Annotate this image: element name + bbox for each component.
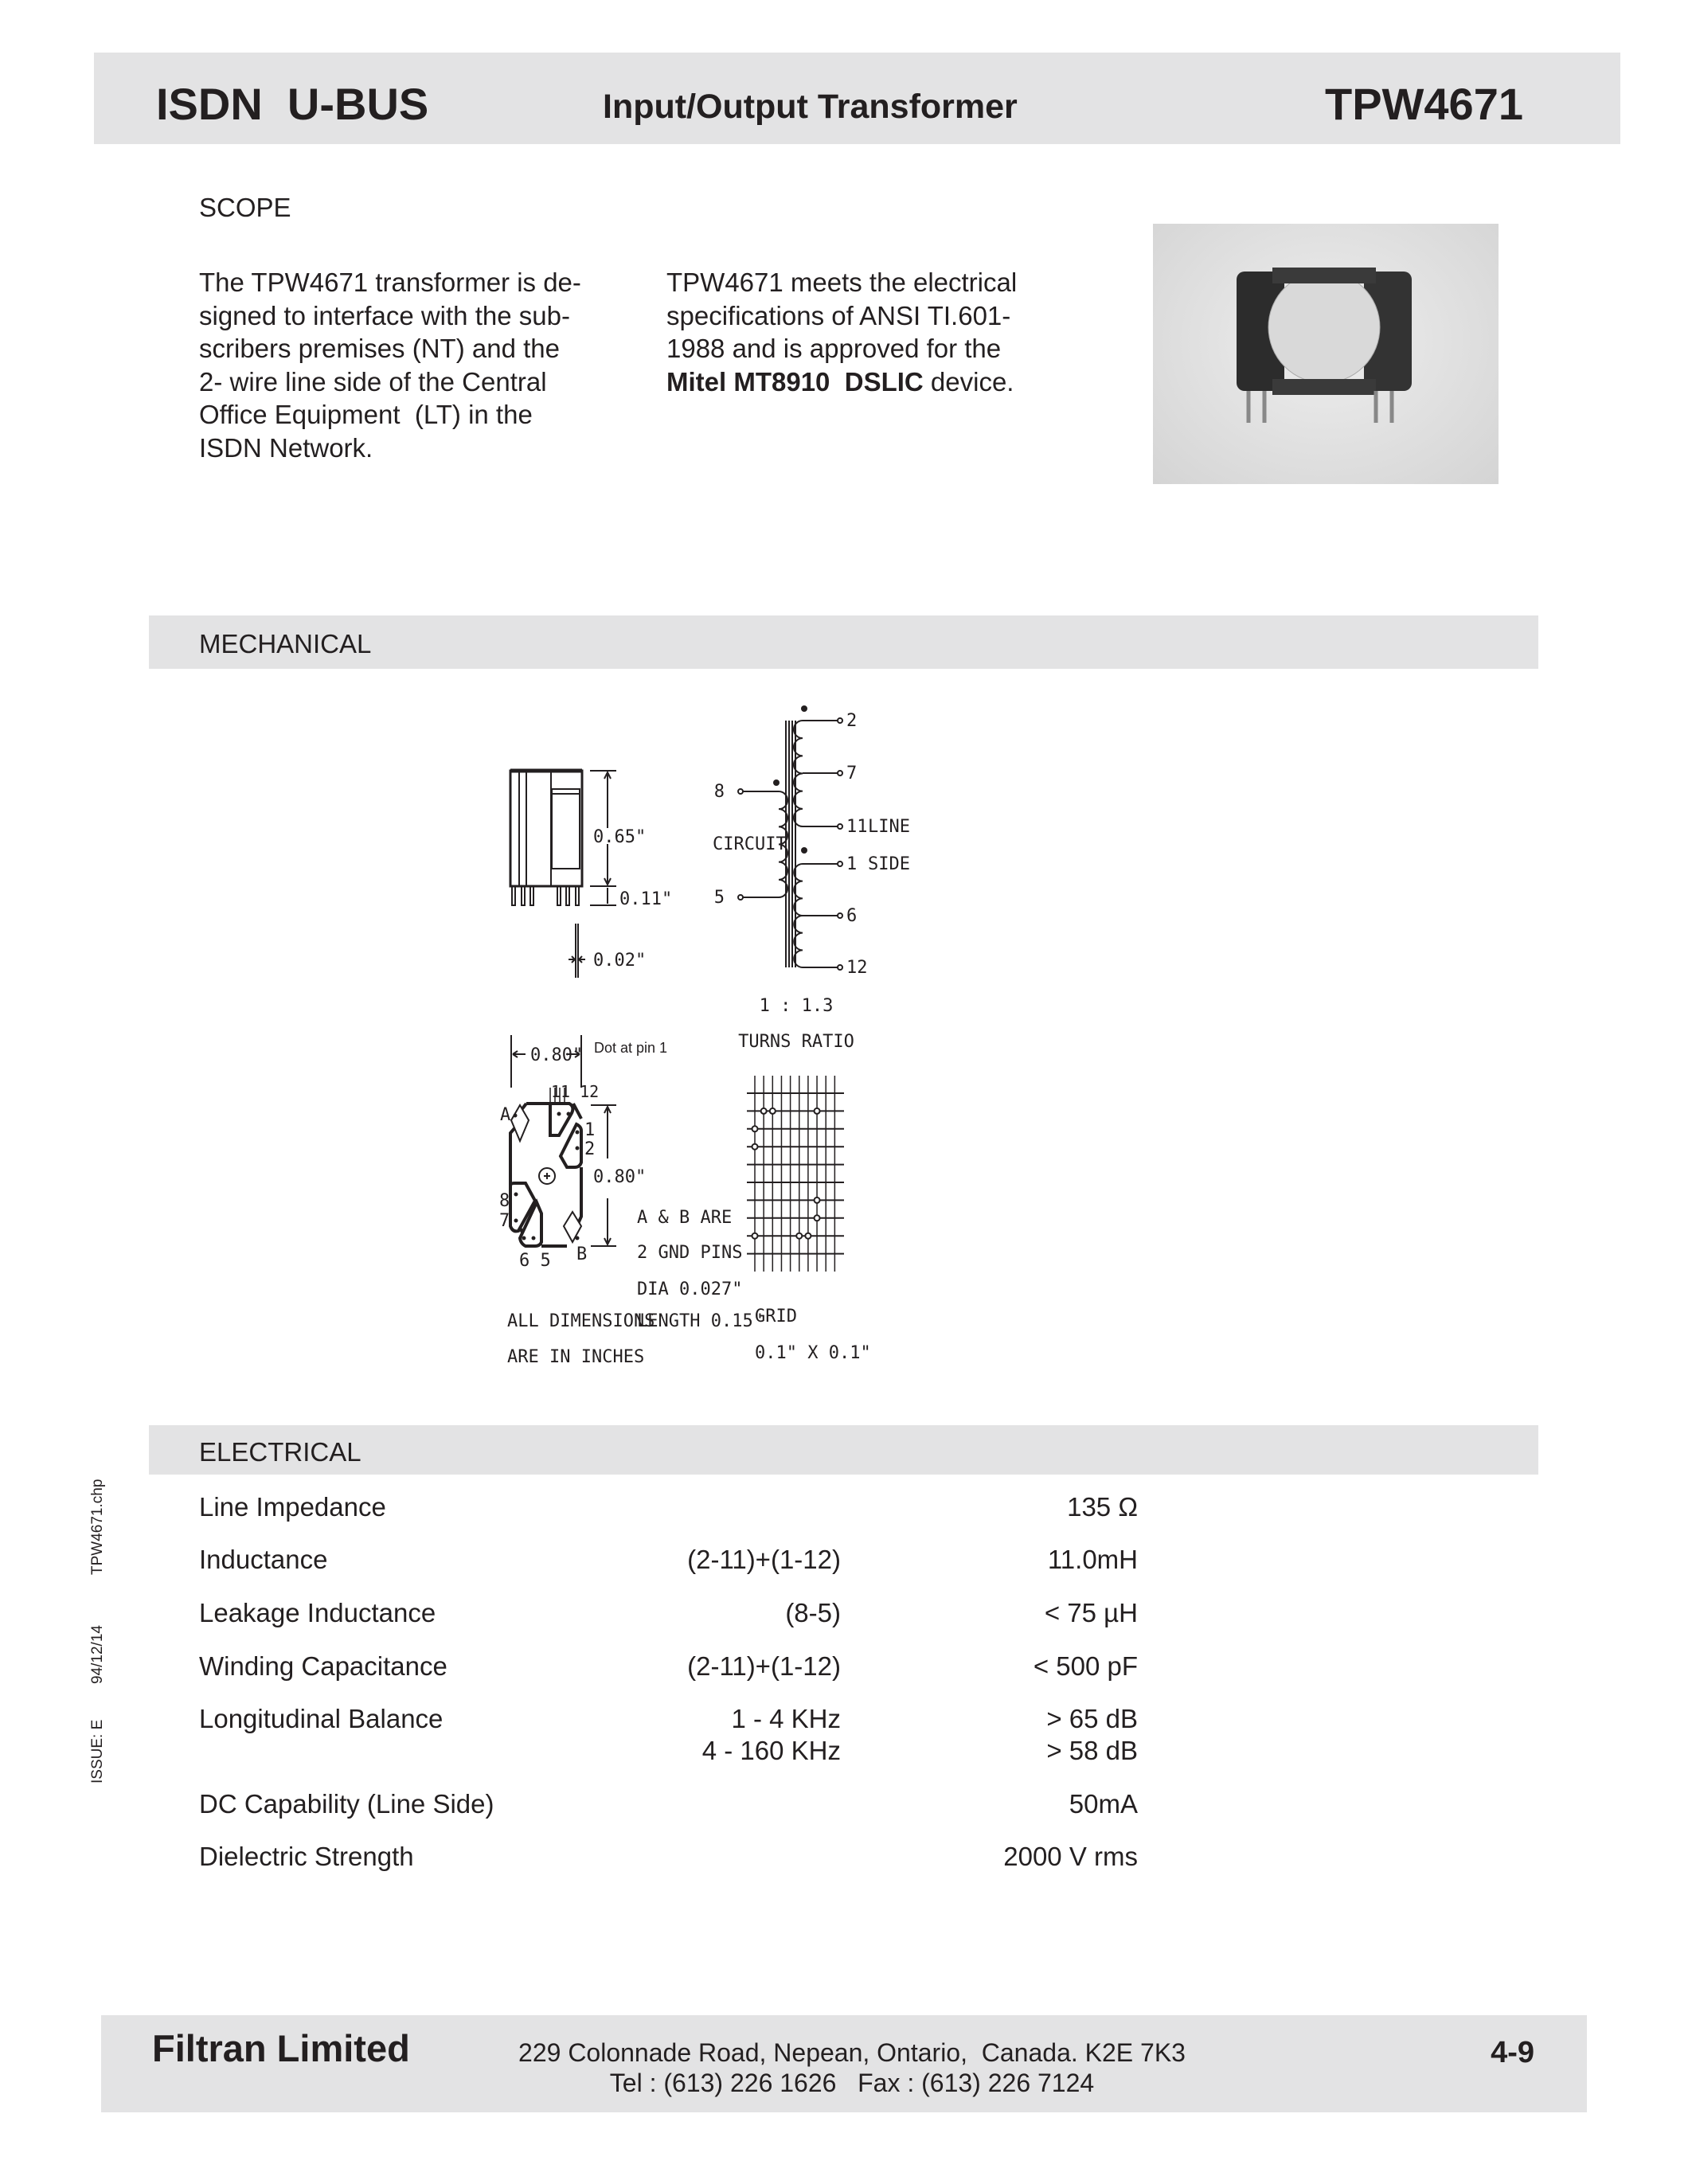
spec-value: 2000 V rms (1003, 1842, 1138, 1871)
circuit-pin-5: 5 (713, 888, 725, 908)
terminal-icon (838, 965, 842, 970)
company-phone: Tel : (613) 226 1626 Fax : (613) 226 7124 (609, 2069, 1095, 2097)
pin (576, 886, 579, 905)
product-family-title: ISDN U-BUS (156, 79, 429, 129)
dot-note: Dot at pin 1 (594, 1040, 668, 1056)
company-address: 229 Colonnade Road, Nepean, Ontario, Canada. K2E 7K3 (518, 2038, 1186, 2067)
spec-value: < 75 µH (1044, 1598, 1138, 1627)
line-pin-2: 2 (846, 711, 858, 731)
line-pin-1: 1 (846, 854, 858, 874)
pin-hole-icon (815, 1108, 820, 1114)
spec-label: Longitudinal Balance (199, 1704, 444, 1733)
text-line: specifications of ANSI TI.601- (666, 300, 1011, 330)
bottom-view (510, 1035, 616, 1246)
pin-hole-icon (815, 1197, 820, 1203)
pin-hole-icon (761, 1108, 767, 1114)
grid-pitch-label: 0.1" X 0.1" (755, 1343, 871, 1363)
dim-depth-label: 0.80" (593, 1167, 647, 1187)
pin-hole-icon (796, 1233, 802, 1239)
gnd-note-line: DIA 0.027" (637, 1280, 743, 1299)
spec-row (199, 1545, 1155, 1576)
spec-condition: 4 - 160 KHz (701, 1736, 841, 1765)
terminal-icon (838, 861, 842, 866)
pin-label-a: A (500, 1105, 511, 1125)
pin (522, 886, 525, 905)
grid-label: GRID (755, 1307, 797, 1326)
pin-hole-icon (805, 1233, 811, 1239)
spec-label: Dielectric Strength (199, 1842, 414, 1871)
spec-row (199, 1736, 1155, 1768)
terminal-icon (838, 771, 842, 776)
product-description: Input/Output Transformer (603, 88, 1018, 126)
terminal-icon (838, 718, 842, 723)
gnd-note-line: 2 GND PINS (637, 1243, 743, 1263)
units-note-line: ALL DIMENSIONS (507, 1311, 655, 1331)
dim-pin-width-label: 0.02" (593, 951, 647, 971)
page-number: 4-9 (1491, 2036, 1534, 2069)
spec-label: Inductance (199, 1545, 328, 1574)
pin-hole-icon (770, 1108, 776, 1114)
text-line: scribers premises (NT) and the (199, 334, 560, 363)
pin (530, 886, 533, 905)
text-line: ISDN Network. (199, 432, 373, 463)
side-view (510, 771, 616, 978)
pin-label-7: 7 (499, 1211, 510, 1231)
company-name: Filtran Limited (152, 2027, 410, 2069)
line-label: LINE (868, 817, 910, 837)
line-pin-6: 6 (846, 906, 858, 926)
spec-value: 135 Ω (1067, 1492, 1138, 1522)
transformer-image (1153, 224, 1499, 484)
pin (566, 886, 569, 905)
spec-label: Leakage Inductance (199, 1598, 436, 1627)
terminal-icon (738, 895, 743, 900)
text-line: 2- wire line side of the Central (199, 366, 547, 397)
line-pin-12: 12 (846, 958, 868, 978)
terminal-icon (838, 824, 842, 829)
spec-row (199, 1789, 1155, 1821)
approved-device: Mitel MT8910 DSLIC (666, 366, 924, 397)
pin-hole-icon (815, 1215, 820, 1221)
spec-condition: (2-11)+(1-12) (687, 1651, 841, 1681)
circuit-label: CIRCUIT (713, 834, 787, 854)
scope-heading: SCOPE (199, 193, 291, 222)
dim-pin-label: 0.11" (619, 889, 673, 909)
text-line: Office Equipment (LT) in the (199, 400, 533, 429)
turns-ratio-label: TURNS RATIO (738, 1032, 854, 1052)
line-pin-7: 7 (846, 764, 858, 783)
spec-row (199, 1842, 1155, 1873)
part-number: TPW4671 (1325, 79, 1523, 129)
units-note-line: ARE IN INCHES (507, 1347, 645, 1367)
spec-row (199, 1704, 1155, 1736)
spec-value: < 500 pF (1033, 1651, 1138, 1681)
dim-height-label: 0.65" (593, 827, 647, 847)
pin (557, 886, 561, 905)
text-line: signed to interface with the sub- (199, 300, 570, 330)
issue-label: ISSUE: E (89, 1719, 106, 1784)
gnd-note-line: A & B ARE (637, 1208, 733, 1228)
pin-label-6-5: 6 5 (519, 1251, 551, 1271)
pin-label-2: 2 (584, 1139, 596, 1159)
turns-ratio: 1 : 1.3 (759, 996, 834, 1016)
product-photo (1153, 224, 1499, 484)
spec-condition: (8-5) (785, 1598, 841, 1627)
side-label: SIDE (868, 854, 910, 874)
issue-date: 94/12/14 (89, 1625, 106, 1684)
text-line (666, 365, 1017, 399)
pin-hole-icon (752, 1126, 758, 1131)
spec-value: 50mA (1069, 1789, 1138, 1819)
pin-label-11-12: 11 12 (551, 1082, 600, 1101)
pcb-hole-grid (747, 1076, 844, 1272)
pin (512, 886, 515, 905)
pin-hole-icon (752, 1144, 758, 1150)
spec-row (199, 1651, 1155, 1683)
scope-column-2 (666, 266, 1017, 398)
spec-value: > 65 dB (1046, 1704, 1138, 1733)
terminal-icon (838, 913, 842, 918)
spec-condition: 1 - 4 KHz (731, 1704, 841, 1733)
pin-label-8: 8 (499, 1191, 510, 1211)
line-pin-11: 11 (846, 817, 868, 837)
electrical-heading: ELECTRICAL (199, 1437, 361, 1467)
spec-condition: (2-11)+(1-12) (687, 1545, 841, 1574)
terminal-icon (738, 789, 743, 794)
text-line: TPW4671 meets the electrical (666, 268, 1018, 297)
mechanical-heading: MECHANICAL (199, 629, 372, 658)
text-line: The TPW4671 transformer is de- (199, 268, 581, 297)
mechanical-drawing (494, 685, 1330, 1385)
spec-label: Winding Capacitance (199, 1651, 447, 1681)
spec-label: Line Impedance (199, 1492, 386, 1522)
pin-label-b: B (576, 1244, 588, 1264)
text-line: 1988 and is approved for the (666, 334, 1002, 363)
pin-hole-icon (752, 1233, 758, 1239)
spec-value: 11.0mH (1047, 1545, 1138, 1574)
spec-row (199, 1598, 1155, 1630)
text-tail: device. (923, 366, 1014, 397)
spec-label: DC Capability (Line Side) (199, 1789, 494, 1819)
spec-value: > 58 dB (1046, 1736, 1138, 1765)
gnd-note-line: LENGTH 0.15" (637, 1311, 764, 1331)
scope-column-1 (199, 266, 581, 464)
file-name: TPW4671.chp (89, 1479, 106, 1575)
spec-row (199, 1492, 1155, 1524)
circuit-pin-8: 8 (713, 782, 725, 802)
pin-label-1: 1 (584, 1120, 596, 1140)
dim-width-label: 0.80" (530, 1045, 584, 1065)
